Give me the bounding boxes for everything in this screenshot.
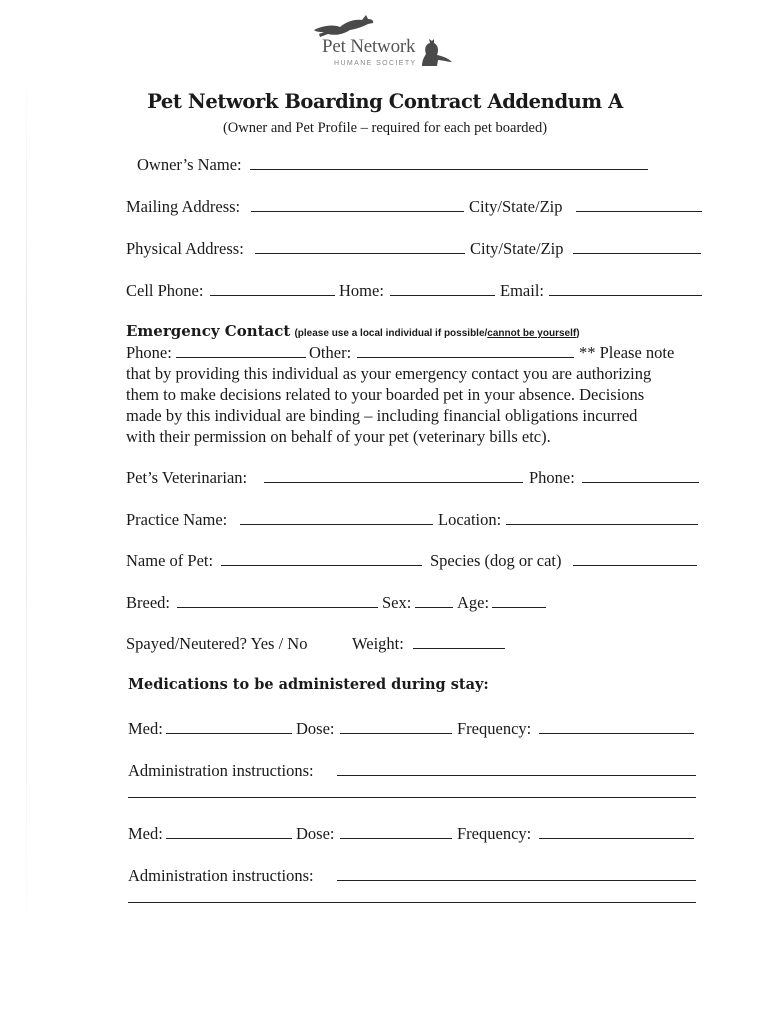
emergency-other-field[interactable] [357,342,574,358]
cell-phone-label: Cell Phone: [126,281,204,300]
frequency-field[interactable] [539,718,694,734]
email-field[interactable] [549,280,702,296]
owner-name-row [0,154,770,176]
home-phone-field[interactable] [390,280,495,296]
pet-name-label: Name of Pet: [126,551,214,570]
spayed-row [0,633,770,655]
weight-field[interactable] [413,633,505,649]
emergency-other-label: Other: [309,343,352,362]
emergency-paragraph-line: them to make decisions related to your boarded pet in your absence. Decisions [126,385,645,404]
dose-field[interactable] [340,823,452,839]
page-subtitle: (Owner and Pet Profile – required for each pet boarded) [222,120,548,136]
mailing-address-field[interactable] [251,196,464,212]
veterinarian-field[interactable] [264,467,523,483]
practice-name-field[interactable] [240,509,433,525]
mailing-city-field[interactable] [576,196,702,212]
logo-subtitle: HUMANE SOCIETY [334,60,417,67]
frequency-label: Frequency: [457,719,532,738]
instructions-label: Administration instructions: [128,761,314,780]
instructions-extra-line[interactable] [128,796,696,798]
instructions-field[interactable] [337,865,696,881]
med-label: Med: [128,824,163,843]
mailing-city-label: City/State/Zip [469,197,563,216]
emergency-phone-row [0,342,770,364]
physical-city-label: City/State/Zip [470,239,564,258]
instructions-label: Administration instructions: [128,866,314,885]
location-label: Location: [438,510,502,529]
vet-phone-field[interactable] [582,467,699,483]
frequency-label: Frequency: [457,824,532,843]
emergency-paragraph-line: that by providing this individual as your emergency contact you are authorizing [126,364,652,383]
species-field[interactable] [573,550,697,566]
emergency-contact-heading [126,321,580,341]
pet-name-field[interactable] [221,550,422,566]
email-label: Email: [500,281,544,300]
emergency-paragraph-line: with their permission on behalf of your pet (veterinary bills etc). [126,427,551,446]
emergency-contact-title: Emergency Contact [126,322,291,340]
instructions-row [0,760,770,782]
breed-field[interactable] [177,592,378,608]
owner-name-label: Owner’s Name: [137,155,242,174]
instructions-field[interactable] [337,760,696,776]
age-label: Age: [457,593,490,612]
frequency-field[interactable] [539,823,694,839]
med-field[interactable] [166,718,292,734]
physical-city-field[interactable] [573,238,701,254]
weight-label: Weight: [352,634,404,653]
breed-label: Breed: [126,593,170,612]
phone-row [0,280,770,302]
dose-label: Dose: [296,824,335,843]
vet-phone-label: Phone: [529,468,575,487]
sex-label: Sex: [382,593,412,612]
sex-field[interactable] [415,592,453,608]
mailing-address-label: Mailing Address: [126,197,241,216]
med-field[interactable] [166,823,292,839]
instructions-row [0,865,770,887]
veterinarian-row [0,467,770,489]
medication-row [0,823,770,845]
physical-address-field[interactable] [255,238,465,254]
veterinarian-label: Pet’s Veterinarian: [126,468,248,487]
location-field[interactable] [506,509,698,525]
age-field[interactable] [492,592,546,608]
physical-address-label: Physical Address: [126,239,244,258]
home-phone-label: Home: [339,281,384,300]
page-title: Pet Network Boarding Contract Addendum A [147,90,623,113]
emergency-paragraph-line: made by this individual are binding – including financial obligations incurred [126,406,638,425]
logo-name: Pet Network [322,36,416,57]
emergency-phone-field[interactable] [176,342,306,358]
spayed-neutered-label: Spayed/Neutered? Yes / No [126,634,308,653]
dose-label: Dose: [296,719,335,738]
practice-name-label: Practice Name: [126,510,228,529]
pet-network-logo [310,10,460,72]
breed-row [0,592,770,614]
instructions-extra-line[interactable] [128,901,696,903]
medication-row [0,718,770,740]
mailing-address-row [0,196,770,218]
emergency-phone-label: Phone: [126,343,172,362]
owner-name-field[interactable] [250,154,648,170]
dose-field[interactable] [340,718,452,734]
emergency-note-underlined: cannot be yourself [487,328,577,339]
medications-heading: Medications to be administered during stay: [128,676,489,693]
emergency-note-open: (please use a local individual if possible/ [294,328,488,339]
med-label: Med: [128,719,163,738]
pet-name-row [0,550,770,572]
physical-address-row [0,238,770,260]
please-note-text: ** Please note [579,343,675,362]
cell-phone-field[interactable] [210,280,335,296]
practice-row [0,509,770,531]
emergency-note-close: ) [576,328,580,339]
species-label: Species (dog or cat) [430,551,562,570]
